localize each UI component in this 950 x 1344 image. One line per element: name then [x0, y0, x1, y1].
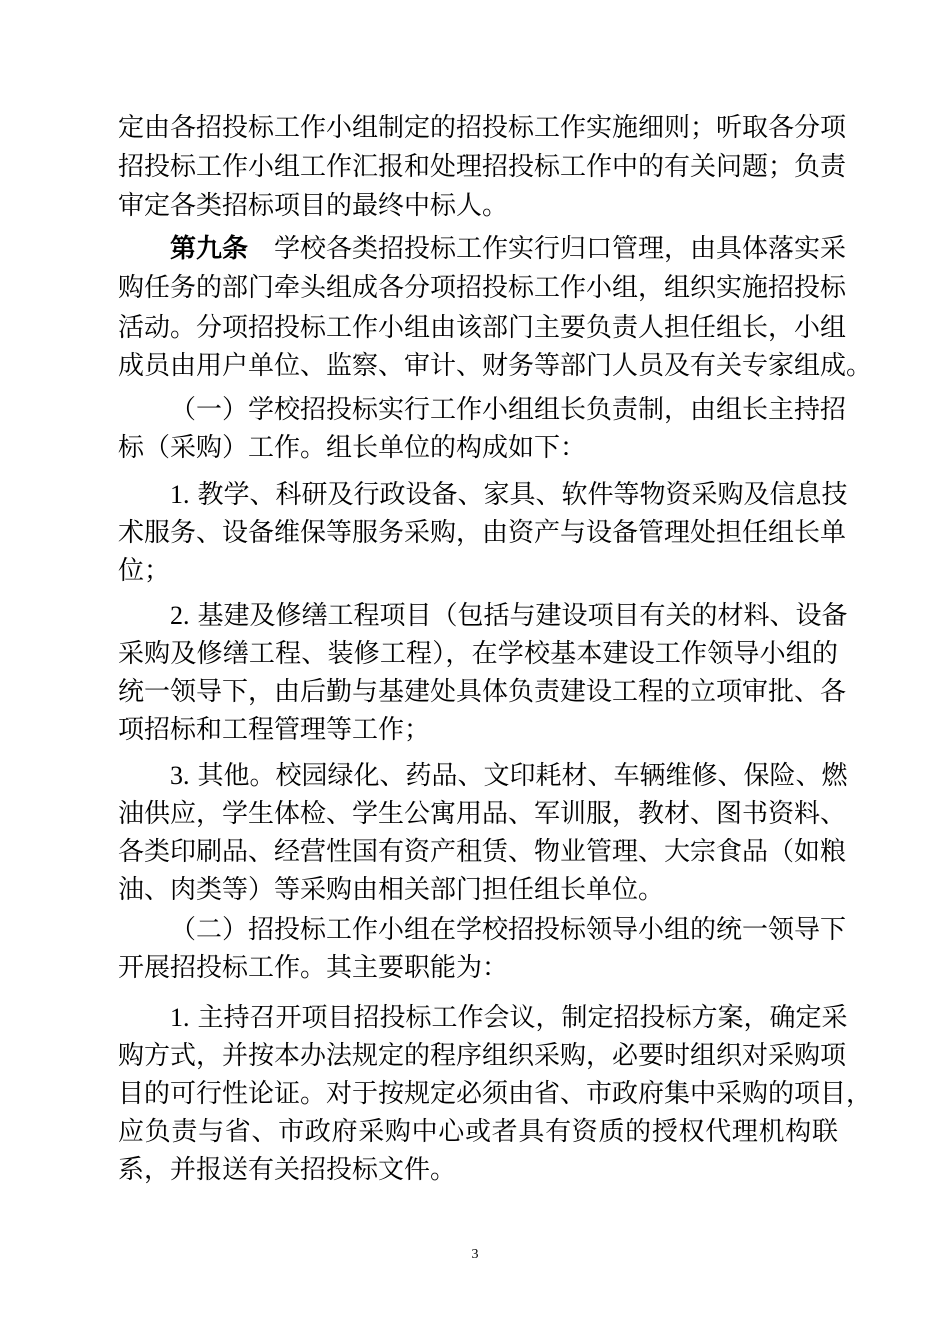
item-text: 基建及修缮工程项目（包括与建设项目有关的材料、设备 [197, 601, 848, 631]
text-line: 油、肉类等）等采购由相关部门担任组长单位。 [118, 875, 665, 905]
item-text: 主持召开项目招投标工作会议，制定招投标方案，确定采 [197, 1003, 848, 1033]
item-number: 1. [170, 1003, 190, 1032]
item-text: 其他。校园绿化、药品、文印耗材、车辆维修、保险、燃 [197, 761, 848, 791]
article-heading: 第九条 [170, 234, 249, 264]
list-item-line [170, 1000, 848, 1036]
text-line: 成员由用户单位、监察、审计、财务等部门人员及有关专家组成。 [118, 351, 873, 381]
text-line: 活动。分项招投标工作小组由该部门主要负责人担任组长，小组 [118, 313, 847, 343]
article-text: 学校各类招投标工作实行归口管理，由具体落实采 [274, 234, 847, 264]
text-line: 系，并报送有关招投标文件。 [118, 1155, 457, 1185]
text-line: 开展招投标工作。其主要职能为： [118, 953, 509, 983]
text-line: 统一领导下，由后勤与基建处具体负责建设工程的立项审批、各 [118, 677, 847, 707]
text-line: 招投标工作小组工作汇报和处理招投标工作中的有关问题；负责 [118, 152, 847, 182]
text-line: 标（采购）工作。组长单位的构成如下： [118, 433, 587, 463]
text-line: （一）学校招投标实行工作小组组长负责制，由组长主持招 [170, 395, 847, 425]
text-line: 应负责与省、市政府采购中心或者具有资质的授权代理机构联 [118, 1117, 838, 1147]
item-number: 2. [170, 601, 190, 630]
article-nine-line [170, 231, 847, 267]
text-line: 术服务、设备维保等服务采购，由资产与设备管理处担任组长单 [118, 518, 847, 548]
list-item-line [170, 758, 848, 794]
text-line: 油供应，学生体检、学生公寓用品、军训服，教材、图书资料、 [118, 799, 847, 829]
text-line: （二）招投标工作小组在学校招投标领导小组的统一领导下 [170, 915, 847, 945]
item-number: 3. [170, 761, 190, 790]
list-item-line [170, 477, 848, 513]
item-number: 1. [170, 480, 190, 509]
text-line: 定由各招投标工作小组制定的招投标工作实施细则；听取各分项 [118, 113, 847, 143]
text-line: 项招标和工程管理等工作； [118, 715, 431, 745]
list-item-line [170, 598, 848, 634]
item-text: 教学、科研及行政设备、家具、软件等物资采购及信息技 [197, 480, 848, 510]
text-line: 购方式，并按本办法规定的程序组织采购，必要时组织对采购项 [118, 1041, 847, 1071]
page-number: 3 [471, 1247, 479, 1262]
text-line: 位； [118, 556, 171, 586]
text-line: 目的可行性论证。对于按规定必须由省、市政府集中采购的项目， [118, 1079, 873, 1109]
text-line: 各类印刷品、经营性国有资产租赁、物业管理、大宗食品（如粮 [118, 837, 847, 867]
text-line: 审定各类招标项目的最终中标人。 [118, 191, 509, 221]
text-line: 购任务的部门牵头组成各分项招投标工作小组，组织实施招投标 [118, 273, 847, 303]
text-line: 采购及修缮工程、装修工程），在学校基本建设工作领导小组的 [118, 639, 838, 669]
